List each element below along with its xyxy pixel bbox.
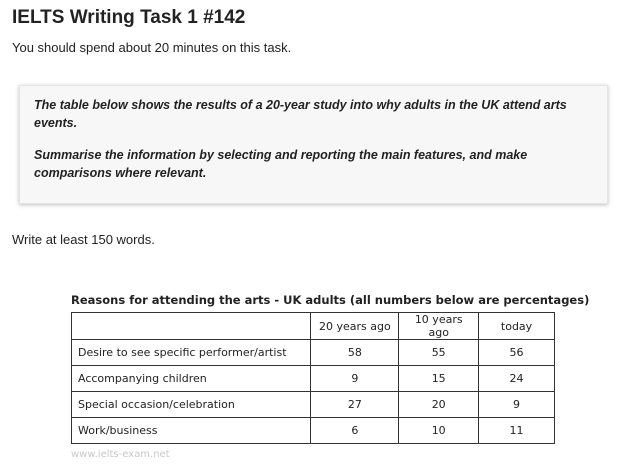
task-instruction-text: Summarise the information by selecting and reporting the main features, and make comparisons where relevant. [34, 148, 528, 180]
table-cell: 20 [399, 392, 479, 418]
table-row [72, 366, 555, 392]
header-cell-10-years-ago: 10 years ago [399, 313, 479, 340]
row-label: Accompanying children [72, 366, 311, 392]
table-cell: 55 [399, 340, 479, 366]
table-cell: 6 [311, 418, 399, 444]
table-cell: 15 [399, 366, 479, 392]
row-label: Special occasion/celebration [72, 392, 311, 418]
task-prompt-box [19, 85, 608, 204]
word-count-instruction: Write at least 150 words. [12, 232, 155, 247]
header-cell-20-years-ago: 20 years ago [311, 313, 399, 340]
table-row [72, 340, 555, 366]
table-cell: 11 [479, 418, 555, 444]
row-label: Work/business [72, 418, 311, 444]
table-cell: 56 [479, 340, 555, 366]
table-cell: 24 [479, 366, 555, 392]
table-cell: 27 [311, 392, 399, 418]
page-title: IELTS Writing Task 1 #142 [12, 7, 246, 28]
table-cell: 10 [399, 418, 479, 444]
table-cell: 9 [479, 392, 555, 418]
header-cell-today: today [479, 313, 555, 340]
table-cell: 9 [311, 366, 399, 392]
header-cell-empty [72, 313, 311, 340]
table-row [72, 392, 555, 418]
table-caption: Reasons for attending the arts - UK adults (all numbers below are percentages) [71, 293, 590, 307]
reasons-table [71, 312, 555, 444]
watermark: www.ielts-exam.net [71, 449, 170, 460]
table-cell: 58 [311, 340, 399, 366]
row-label: Desire to see specific performer/artist [72, 340, 311, 366]
table-header-row [72, 313, 555, 340]
data-table-section [71, 292, 590, 444]
time-instruction: You should spend about 20 minutes on this task. [12, 40, 292, 55]
task-prompt-text: The table below shows the results of a 20-year study into why adults in the UK attend arts events. [34, 98, 567, 130]
table-row [72, 418, 555, 444]
